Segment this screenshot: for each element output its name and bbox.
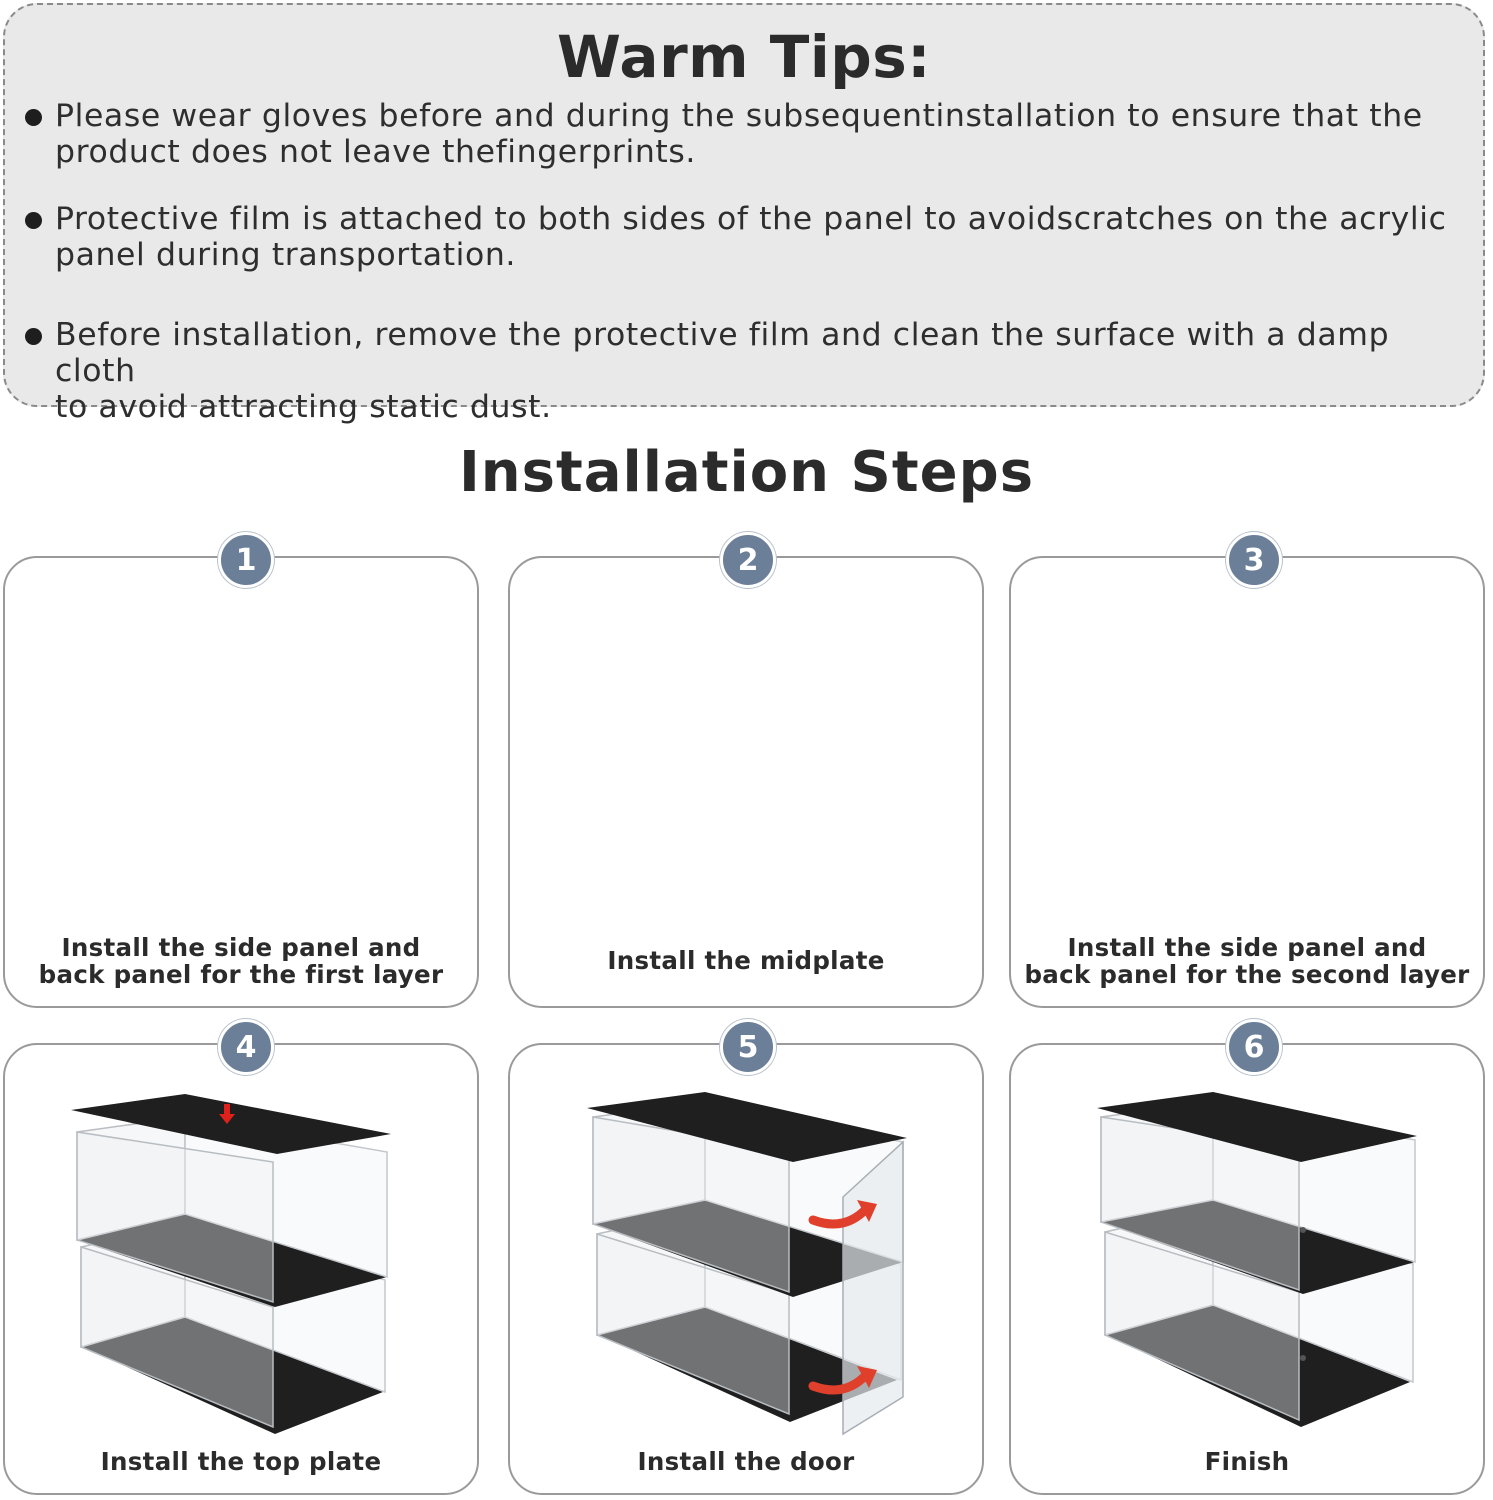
step-card-2 <box>508 542 984 1008</box>
step-number-badge: 4 <box>218 1019 274 1075</box>
step-5-illustration <box>510 1045 986 1497</box>
step-caption: Install the side panel and back panel for the second layer <box>1024 933 1470 989</box>
step-number-badge: 3 <box>1226 532 1282 588</box>
step-card-6 <box>1009 1029 1485 1495</box>
step-4-illustration <box>5 1045 481 1497</box>
step-card-4 <box>3 1029 479 1495</box>
bullet-icon <box>25 328 42 345</box>
step-card-3 <box>1009 542 1485 1008</box>
step-number-badge: 2 <box>720 532 776 588</box>
bullet-icon <box>25 109 42 126</box>
step-caption: Install the midplate <box>607 946 885 975</box>
step-2-illustration <box>510 558 986 1010</box>
step-number-badge: 6 <box>1226 1019 1282 1075</box>
step-caption: Install the top plate <box>100 1447 382 1476</box>
step-card-1 <box>3 542 479 1008</box>
step-caption: Install the door <box>637 1447 855 1476</box>
step-6-illustration <box>1011 1045 1487 1497</box>
bullet-icon <box>25 212 42 229</box>
step-caption: Finish <box>1204 1447 1290 1476</box>
installation-steps-title: Installation Steps <box>458 440 1035 505</box>
tip-text: Please wear gloves before and during the subsequentinstallation to ensure that the product does not leave thefingerprints. <box>55 98 1423 170</box>
step-number-badge: 1 <box>218 532 274 588</box>
step-number-badge: 5 <box>720 1019 776 1075</box>
step-card-5 <box>508 1029 984 1495</box>
warm-tips-title: Warm Tips: <box>557 23 931 91</box>
warm-tips-box <box>3 3 1485 425</box>
tip-text: Protective film is attached to both sides of the panel to avoidscratches on the acrylic panel during transportation. <box>55 201 1447 273</box>
step-caption: Install the side panel and back panel for the first layer <box>38 933 444 989</box>
tip-text: Before installation, remove the protective film and clean the surface with a damp cloth to avoid attracting static dust. <box>55 317 1390 425</box>
